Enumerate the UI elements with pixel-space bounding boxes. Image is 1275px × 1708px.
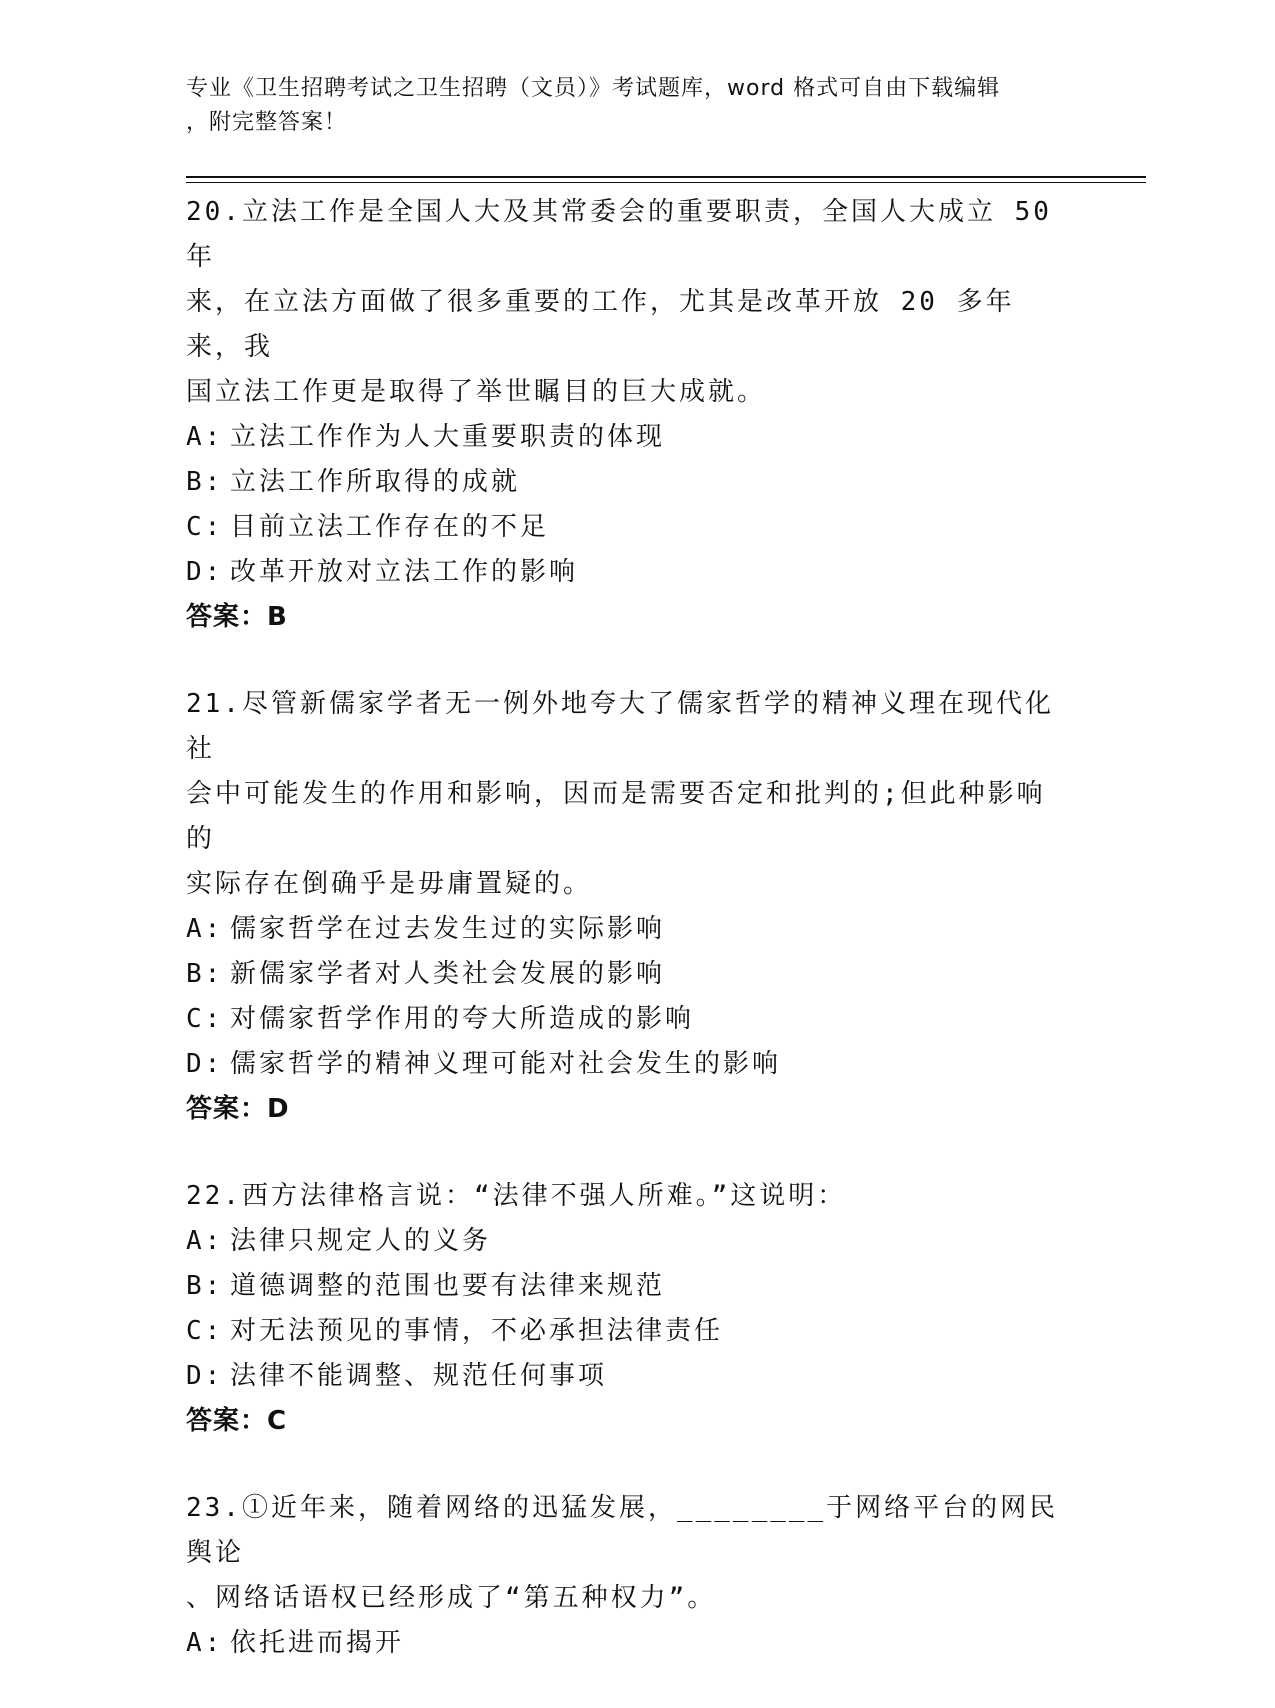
stem-line: 、网络话语权已经形成了“第五种权力”。: [186, 1583, 717, 1613]
option-d: [186, 1042, 1066, 1087]
stem-line: 来，在立法方面做了很多重要的工作，尤其是改革开放 20 多年来，我: [186, 287, 1015, 362]
stem-line: 国立法工作更是取得了举世瞩目的巨大成就。: [186, 377, 767, 407]
question-20: [186, 190, 1066, 640]
option-text: 立法工作所取得的成就: [230, 467, 521, 497]
option-c: [186, 997, 1066, 1042]
option-letter: D:: [186, 1049, 224, 1079]
option-text: 法律不能调整、规范任何事项: [230, 1361, 608, 1391]
option-b: [186, 952, 1066, 997]
header-line-2: ，附完整答案！: [186, 110, 348, 135]
question-21: [186, 682, 1066, 1132]
option-text: 新儒家学者对人类社会发展的影响: [230, 959, 666, 989]
option-text: 对无法预见的事情，不必承担法律责任: [230, 1316, 724, 1346]
question-stem: [186, 1486, 1066, 1621]
option-c: [186, 1309, 1066, 1354]
option-b: [186, 1264, 1066, 1309]
option-c: [186, 505, 1066, 550]
header-divider-thin: [186, 182, 1146, 183]
option-letter: A:: [186, 914, 224, 944]
option-text: 目前立法工作存在的不足: [230, 512, 550, 542]
option-a: [186, 1621, 1066, 1666]
option-text: 依托进而揭开: [230, 1628, 405, 1658]
answer-label: 答案：B: [186, 602, 288, 632]
option-a: [186, 907, 1066, 952]
option-b: [186, 460, 1066, 505]
option-letter: B:: [186, 1271, 224, 1301]
stem-line: 22.西方法律格言说：“法律不强人所难。”这说明：: [186, 1181, 847, 1211]
option-text: 儒家哲学的精神义理可能对社会发生的影响: [230, 1049, 782, 1079]
option-letter: C:: [186, 512, 224, 542]
question-stem: [186, 1174, 1066, 1219]
option-a: [186, 1219, 1066, 1264]
option-text: 道德调整的范围也要有法律来规范: [230, 1271, 666, 1301]
option-letter: C:: [186, 1316, 224, 1346]
answer-label: 答案：C: [186, 1406, 288, 1436]
option-letter: A:: [186, 1628, 224, 1658]
stem-line: 21.尽管新儒家学者无一例外地夸大了儒家哲学的精神义理在现代化社: [186, 689, 1054, 764]
header-divider-thick: [186, 176, 1146, 178]
answer-label: 答案：D: [186, 1094, 290, 1124]
header-line-1: 专业《卫生招聘考试之卫生招聘（文员）》考试题库，word 格式可自由下载编辑: [186, 76, 1001, 101]
option-d: [186, 550, 1066, 595]
stem-line: 23.①近年来，随着网络的迅猛发展，________于网络平台的网民舆论: [186, 1493, 1059, 1568]
question-22: [186, 1174, 1066, 1444]
option-letter: D:: [186, 557, 224, 587]
stem-line: 会中可能发生的作用和影响，因而是需要否定和批判的;但此种影响的: [186, 779, 1046, 854]
option-letter: B:: [186, 959, 224, 989]
option-text: 改革开放对立法工作的影响: [230, 557, 579, 587]
document-header: [186, 72, 1066, 140]
question-stem: [186, 682, 1066, 907]
stem-line: 实际存在倒确乎是毋庸置疑的。: [186, 869, 593, 899]
option-letter: C:: [186, 1004, 224, 1034]
question-list: [186, 190, 1066, 1708]
option-text: 儒家哲学在过去发生过的实际影响: [230, 914, 666, 944]
option-text: 对儒家哲学作用的夸大所造成的影响: [230, 1004, 695, 1034]
stem-line: 20.立法工作是全国人大及其常委会的重要职责，全国人大成立 50 年: [186, 197, 1052, 272]
option-text: 立法工作作为人大重要职责的体现: [230, 422, 666, 452]
option-d: [186, 1354, 1066, 1399]
option-letter: A:: [186, 422, 224, 452]
option-letter: A:: [186, 1226, 224, 1256]
option-letter: B:: [186, 467, 224, 497]
question-stem: [186, 190, 1066, 415]
option-a: [186, 415, 1066, 460]
question-23: [186, 1486, 1066, 1666]
option-text: 法律只规定人的义务: [230, 1226, 492, 1256]
option-letter: D:: [186, 1361, 224, 1391]
